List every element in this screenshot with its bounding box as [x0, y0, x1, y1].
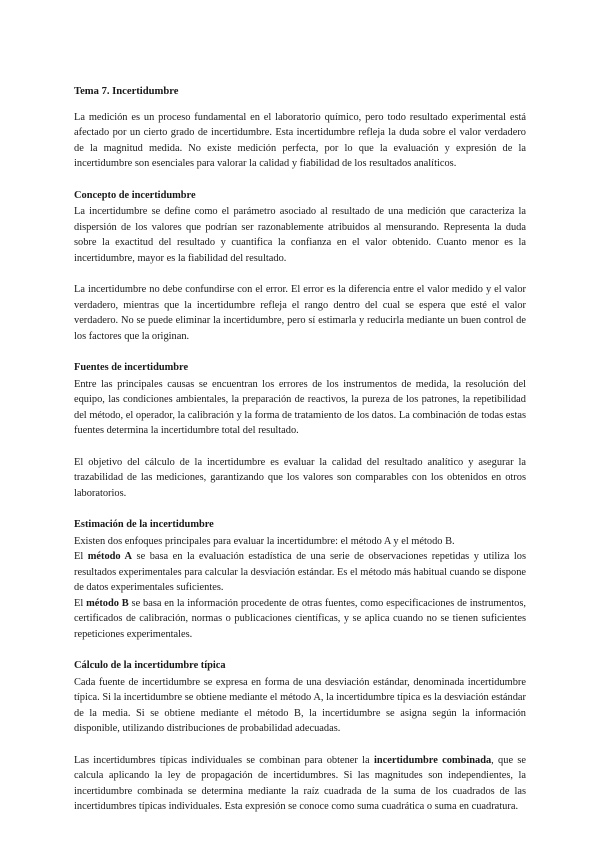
estimacion-paragraph-1: Existen dos enfoques principales para evaluar la incertidumbre: el método A y el método B. — [74, 535, 455, 547]
calculo-heading: Cálculo de la incertidumbre típica — [74, 660, 226, 671]
concepto-paragraph-2: La incertidumbre no debe confundirse con el error. El error es la diferencia entre el valor medido y el valor verdadero, mientras que la incertidumbre refleja el rango dentro del cual se espera que esté el valor verdadero. No se puede eliminar la incertidumbre, pero sí estimarla y reducirla mediante un buen control de los factores que la originan. — [74, 284, 526, 342]
intro-paragraph: La medición es un proceso fundamental en el laboratorio químico, pero todo resultado experimental está afectado por un cierto grado de incertidumbre. Esta incertidumbre refleja la duda sobre el valor verdadero de la magnitud medida. No existe medición perfecta, por lo que la evaluación y expresión de la incertidumbre son esenciales para valorar la calidad y fiabilidad de los resultados analíticos. — [74, 111, 526, 169]
concepto-heading: Concepto de incertidumbre — [74, 189, 196, 201]
metodo-b-paragraph — [74, 596, 526, 643]
calculo-p2-lead: Las incertidumbres típicas individuales se combinan para obtener la — [74, 754, 374, 766]
fuentes-paragraph-1: Entre las principales causas se encuentran los errores de los instrumentos de medida, la resolución del equipo, las condiciones ambientales, la preparación de reactivos, la pureza de los patrones, la repetibilidad del método, el operador, la calibración y la forma de tratamiento de los datos. La combinación de todas estas fuentes determina la incertidumbre total del resultado. — [74, 378, 526, 436]
calculo-p2-text: , que se calcula aplicando la ley de propagación de incertidumbres. Si las magnitudes son independientes, la incertidumbre combinada se determina mediante la raíz cuadrada de la suma de los cuadrados de las incertidumbres típicas individuales. Esta expresión se conoce como suma cuadrática o suma en cuadratura. — [74, 754, 526, 812]
estimacion-heading: Estimación de la incertidumbre — [74, 519, 214, 530]
calculo-paragraph-1: Cada fuente de incertidumbre se expresa en forma de una desviación estándar, denominada incertidumbre típica. Si la incertidumbre se obtiene mediante el método A, la incertidumbre típica es la desviación estándar de la media. Si se obtiene mediante el método B, la incertidumbre se asigna según la información disponible, utilizando distribuciones de probabilidad adecuadas. — [74, 676, 526, 734]
metodo-b-term: método B — [86, 597, 129, 609]
metodo-a-paragraph — [74, 549, 526, 596]
document-title: Tema 7. Incertidumbre — [74, 86, 179, 97]
metodo-b-lead: El — [74, 597, 87, 609]
incertidumbre-combinada-term: incertidumbre combinada — [373, 754, 492, 766]
document-page — [74, 84, 526, 831]
metodo-b-text: se basa en la información procedente de otras fuentes, como especificaciones de instrumentos, certificados de calibración, normas o publicaciones científicas, y se aplica cuando no se tienen suficientes repeticiones experimentales. — [74, 597, 526, 640]
calculo-paragraph-2 — [74, 753, 526, 815]
concepto-paragraph-1: La incertidumbre se define como el parámetro asociado al resultado de una medición que caracteriza la dispersión de los valores que podrían ser razonablemente atribuidos al mensurando. Representa la duda sobre la exactitud del resultado y cuantifica la confianza en el valor obtenido. Cuanto menor es la incertidumbre, mayor es la fiabilidad del resultado. — [74, 206, 526, 264]
metodo-a-lead: El — [74, 551, 88, 562]
fuentes-heading: Fuentes de incertidumbre — [74, 362, 189, 373]
fuentes-paragraph-2: El objetivo del cálculo de la incertidumbre es evaluar la calidad del resultado analítico y asegurar la trazabilidad de las mediciones, garantizando que los valores son comparables con los obtenidos en otros laboratorios. — [74, 456, 526, 499]
metodo-a-text: se basa en la evaluación estadística de una serie de observaciones repetidas y utiliza los resultados experimentales para calcular la desviación estándar. Es el método más habitual cuando se dispone de datos experimentales suficientes. — [74, 551, 526, 593]
metodo-a-term: método A — [87, 551, 133, 562]
